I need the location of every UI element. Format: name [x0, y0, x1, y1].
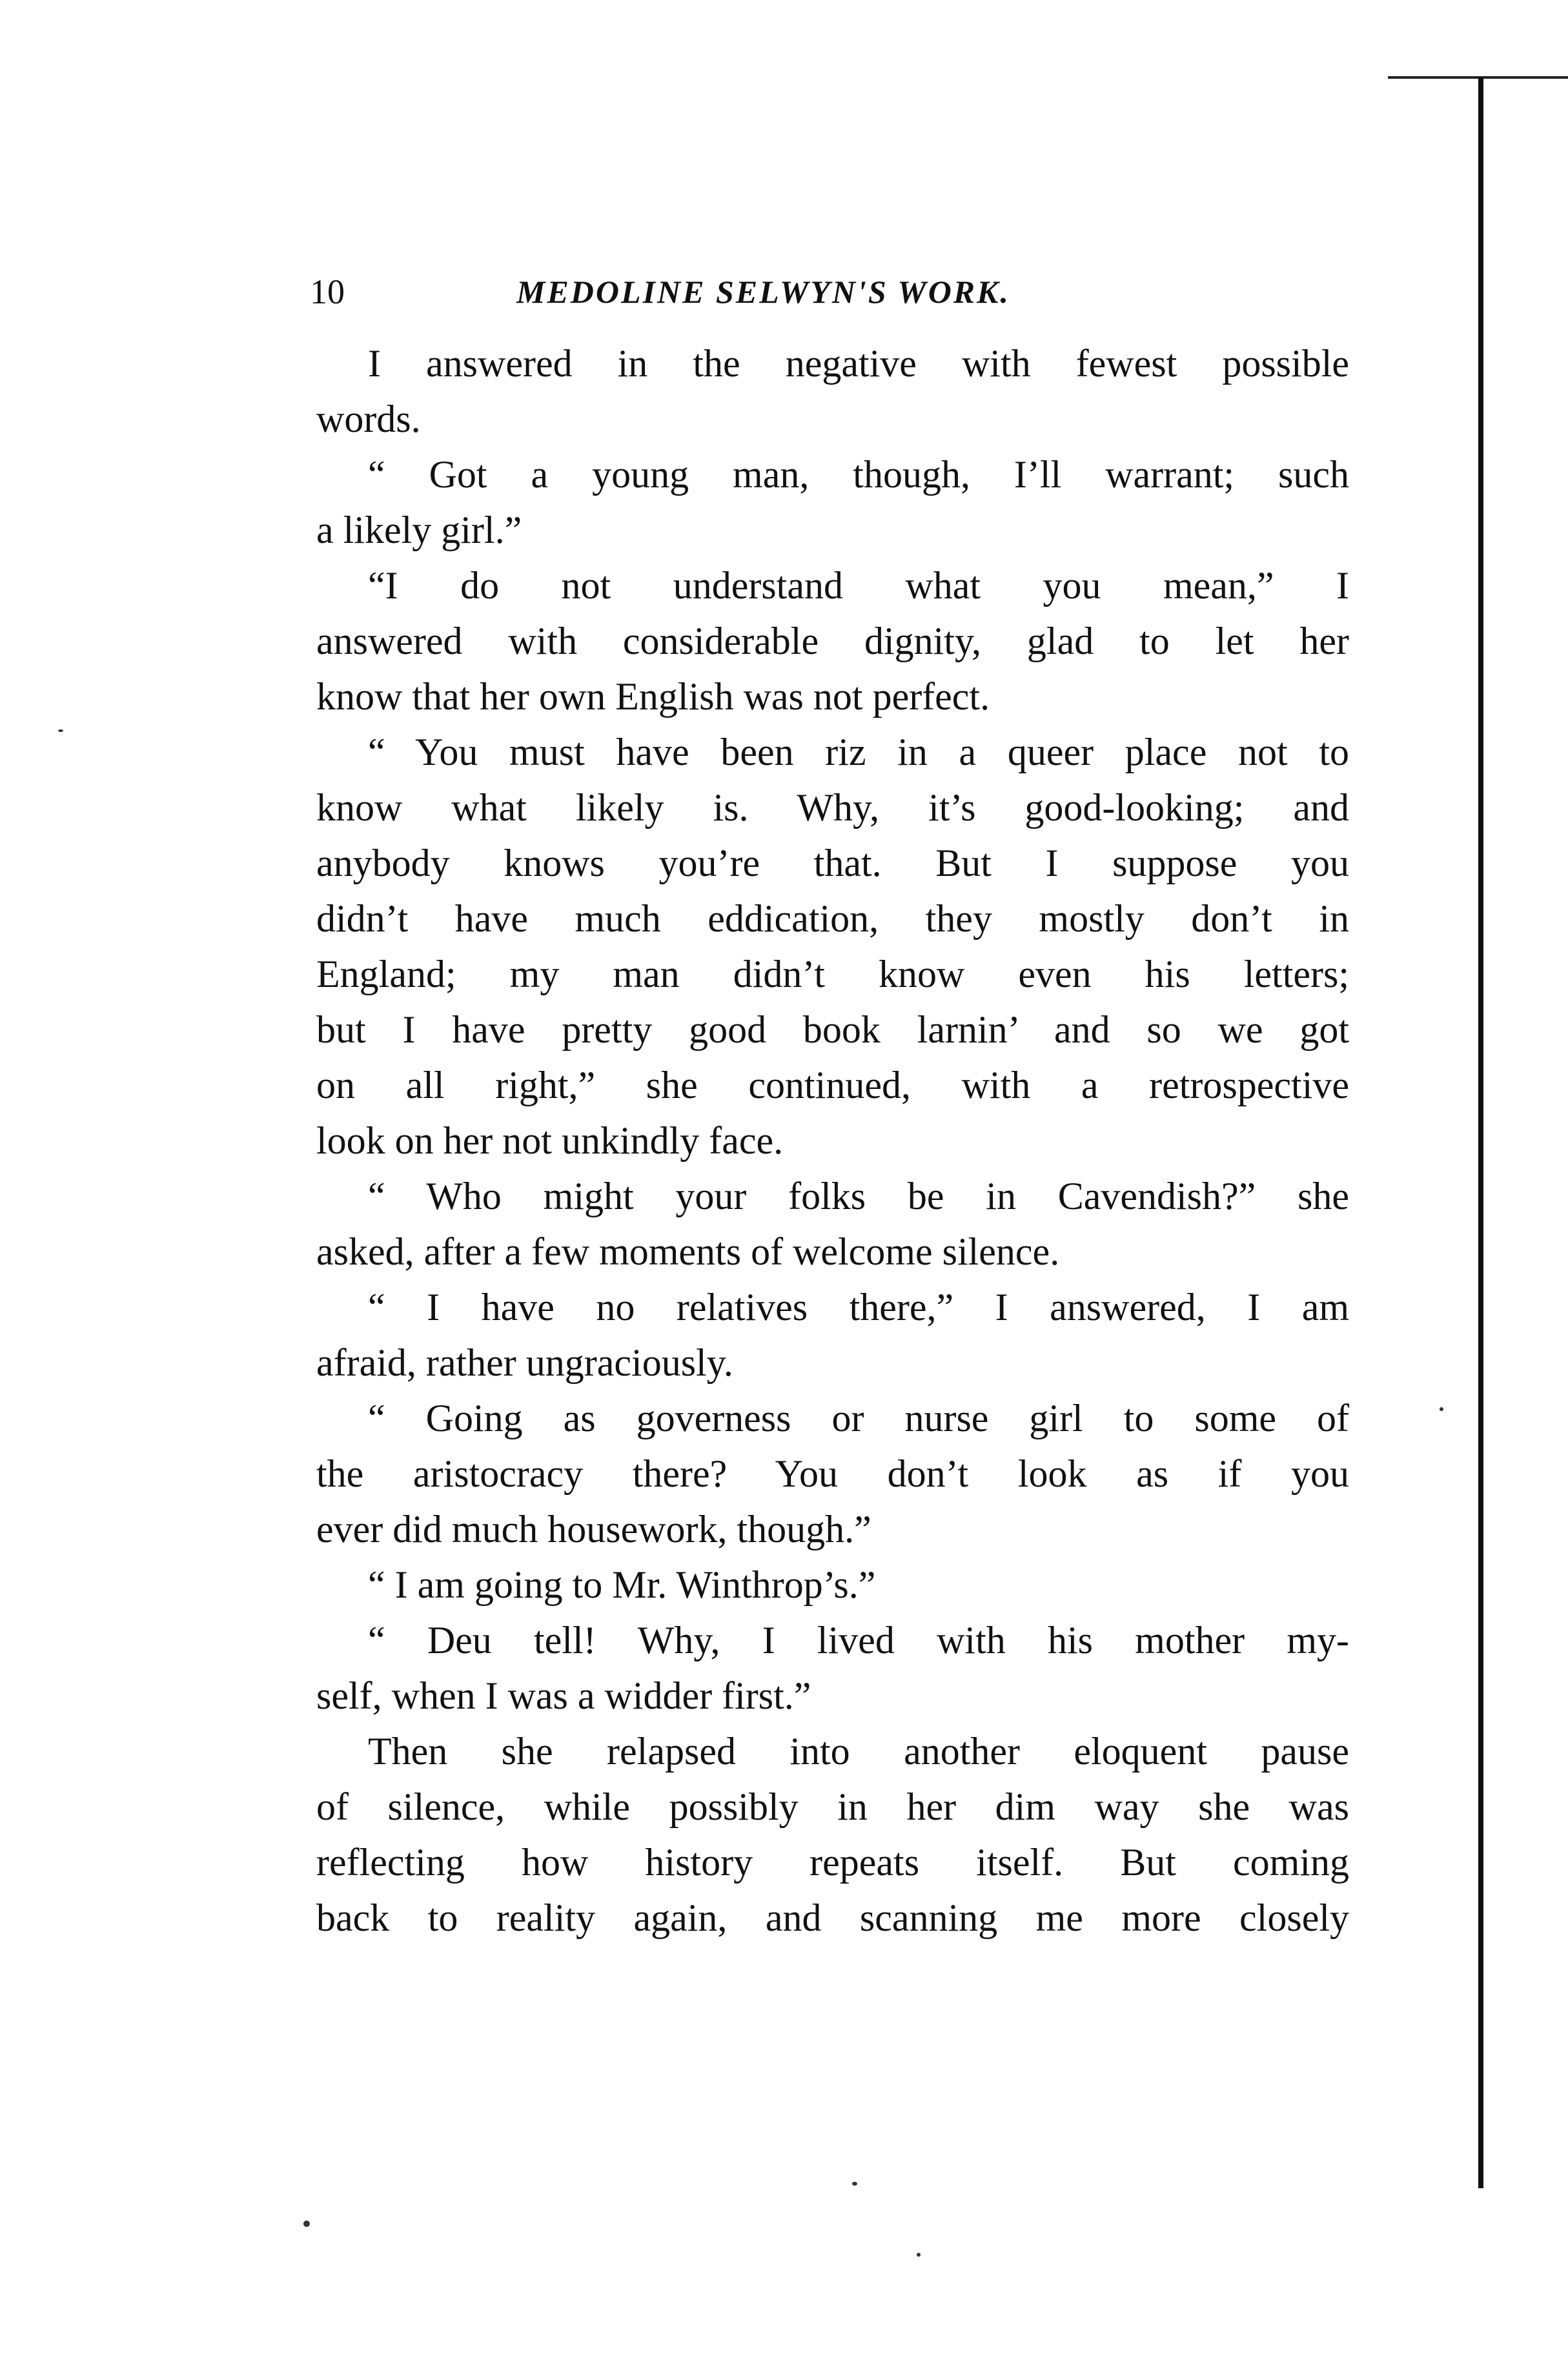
text-line: but I have pretty good book larnin’ and so we got — [316, 1008, 1349, 1051]
running-head — [310, 266, 1369, 318]
text-line: “I do not understand what you mean,” I — [368, 564, 1349, 607]
binding-gutter-rule — [1478, 77, 1483, 2188]
text-line: anybody knows you’re that. But I suppose you — [316, 842, 1349, 884]
text-line: self, when I was a widder first.” — [316, 1674, 811, 1717]
text-line: didn’t have much eddication, they mostly don’t in — [316, 897, 1349, 940]
text-line: ever did much housework, though.” — [316, 1508, 871, 1550]
text-line: a likely girl.” — [316, 509, 522, 551]
text-line: “ Who might your folks be in Cavendish?” she — [368, 1175, 1349, 1217]
scan-speck — [303, 2221, 310, 2227]
text-line: back to reality again, and scanning me more closely — [316, 1896, 1349, 1939]
text-line: “ You must have been riz in a queer place not to — [368, 731, 1349, 773]
text-line: afraid, rather ungraciously. — [316, 1341, 733, 1384]
running-title: MEDOLINE SELWYN'S WORK. — [516, 274, 1010, 310]
text-line: “ I am going to Mr. Winthrop’s.” — [368, 1563, 876, 1606]
text-line: the aristocracy there? You don’t look as if you — [316, 1452, 1349, 1495]
text-line: words. — [316, 398, 421, 440]
body-text — [316, 336, 1349, 1946]
text-line: “ Got a young man, though, I’ll warrant; such — [368, 453, 1349, 496]
text-line: look on her not unkindly face. — [316, 1119, 784, 1162]
text-line: Then she relapsed into another eloquent pause — [368, 1730, 1349, 1773]
text-line: know what likely is. Why, it’s good-looking; and — [316, 786, 1349, 829]
text-line: asked, after a few moments of welcome silence. — [316, 1230, 1060, 1273]
scan-speck — [1440, 1407, 1443, 1411]
text-line: I answered in the negative with fewest possible — [368, 342, 1349, 385]
text-line: of silence, while possibly in her dim way she was — [316, 1785, 1349, 1828]
text-line: on all right,” she continued, with a retrospective — [316, 1064, 1349, 1106]
scan-speck — [58, 729, 63, 732]
text-line: reflecting how history repeats itself. But coming — [316, 1841, 1349, 1884]
scan-speck — [917, 2253, 921, 2257]
text-line: “ Going as governess or nurse girl to some of — [368, 1397, 1349, 1439]
text-line: “ Deu tell! Why, I lived with his mother my- — [368, 1619, 1349, 1662]
text-line: “ I have no relatives there,” I answered, I am — [368, 1286, 1349, 1328]
scan-speck — [852, 2182, 857, 2186]
text-line: know that her own English was not perfect. — [316, 675, 990, 718]
page-number: 10 — [310, 272, 345, 311]
text-line: England; my man didn’t know even his letters; — [316, 953, 1349, 995]
text-line: answered with considerable dignity, glad to let her — [316, 620, 1349, 662]
